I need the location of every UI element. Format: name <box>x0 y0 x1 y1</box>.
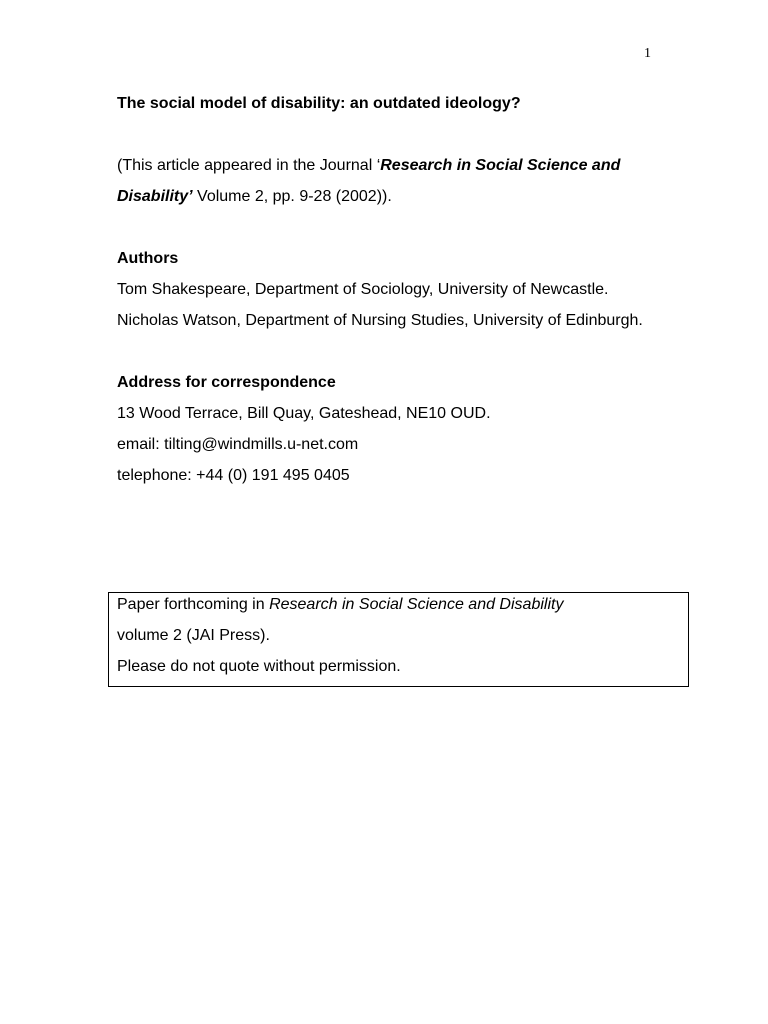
document-body <box>117 88 677 491</box>
author-affiliation: Nicholas Watson, Department of Nursing Studies, University of Edinburgh. <box>117 312 643 329</box>
spacer <box>117 119 677 150</box>
street-address: 13 Wood Terrace, Bill Quay, Gateshead, NE10 OUD. <box>117 405 491 422</box>
email-line: email: tilting@windmills.u-net.com <box>117 436 359 453</box>
spacer <box>117 212 677 243</box>
publication-notice-box <box>108 592 689 687</box>
notice-line-1 <box>117 589 680 620</box>
citation-details: Volume 2, pp. 9-28 (2002)). <box>192 188 392 205</box>
notice-line-3: Please do not quote without permission. <box>117 658 401 675</box>
citation-note <box>117 150 677 212</box>
author-affiliation: Tom Shakespeare, Department of Sociology, University of Newcastle. <box>117 281 609 298</box>
notice-prefix: Paper forthcoming in <box>117 596 270 613</box>
spacer <box>117 336 677 367</box>
authors-heading: Authors <box>117 250 179 267</box>
paper-title: The social model of disability: an outdated ideology? <box>117 95 521 112</box>
citation-open: (This article appeared in the Journal ‘ <box>117 157 381 174</box>
journal-name: Research in Social Science and Disability’ <box>117 157 621 205</box>
page-number: 1 <box>644 46 651 61</box>
telephone-line: telephone: +44 (0) 191 495 0405 <box>117 467 350 484</box>
address-heading: Address for correspondence <box>117 374 336 391</box>
notice-journal: Research in Social Science and Disability <box>269 596 564 613</box>
notice-line-2: volume 2 (JAI Press). <box>117 627 270 644</box>
